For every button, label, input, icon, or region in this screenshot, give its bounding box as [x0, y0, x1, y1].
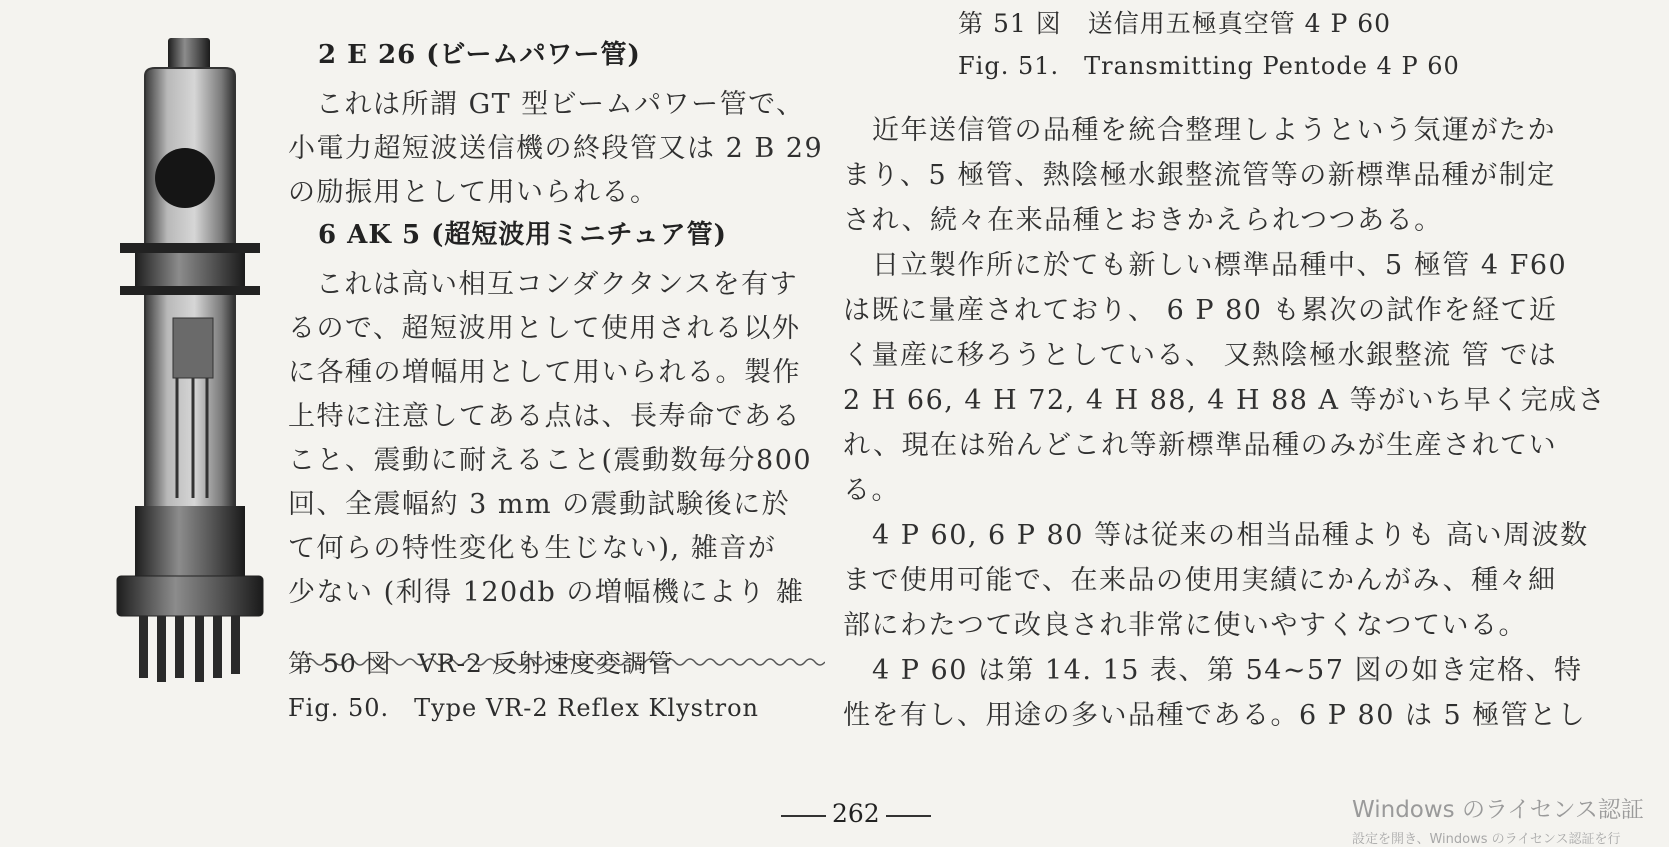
heading-2e26: 2 E 26 (ビームパワー管): [318, 40, 641, 70]
para2-line: こと、震動に耐えること(震動数毎分800: [288, 445, 813, 476]
body-line: 2 H 66, 4 H 72, 4 H 88, 4 H 88 A 等がいち早く完成さ: [843, 385, 1607, 416]
figure-50-caption-en: Fig. 50. Type VR-2 Reflex Klystron: [288, 694, 759, 722]
para2-line: 上特に注意してある点は、長寿命である: [288, 401, 801, 432]
figure-50-caption-jp: 第 50 図 VR-2 反射速度変調管: [288, 649, 674, 678]
body-line: まで使用可能で、在来品の使用実績にかんがみ、種々細: [843, 565, 1557, 596]
windows-activation-watermark: Windows のライセンス認証: [1352, 797, 1644, 823]
para2-line: て何らの特性変化も生じない), 雑音が: [288, 533, 777, 564]
body-line: れ、現在は殆んどこれ等新標準品種のみが生産されてい: [843, 430, 1558, 461]
para2-line: これは高い相互コンダクタンスを有す: [316, 269, 799, 300]
body-line: 性を有し、用途の多い品種である。6 P 80 は 5 極管とし: [843, 700, 1587, 731]
body-line: 4 P 60, 6 P 80 等は従来の相当品種よりも 高い周波数: [872, 520, 1589, 551]
windows-activation-subtext: 設定を開き、Windows のライセンス認証を行: [1352, 832, 1621, 847]
page-number-value: 262: [832, 799, 880, 828]
para1-line: の励振用として用いられる。: [288, 177, 659, 208]
page-number: [775, 799, 937, 828]
dash-left: [781, 815, 826, 817]
para2-line: に各種の増幅用として用いられる。製作: [288, 357, 801, 388]
body-line: る。: [843, 475, 900, 506]
body-line: は既に量産されており、 6 P 80 も累次の試作を経て近: [843, 295, 1558, 326]
body-line: まり、5 極管、熱陰極水銀整流管等の新標準品種が制定: [843, 160, 1556, 191]
figure-51-caption-jp: 第 51 図 送信用五極真空管 4 P 60: [958, 9, 1392, 38]
klystron-tube-photo: [105, 28, 280, 698]
para2-line: 回、全震幅約 3 mm の震動試験後に於: [288, 489, 791, 520]
body-line: 4 P 60 は第 14. 15 表、第 54~57 図の如き定格、特: [872, 655, 1583, 686]
body-line: され、続々在来品種とおきかえられつつある。: [843, 205, 1443, 236]
body-line: 日立製作所に於ても新しい標準品種中、5 極管 4 F60: [872, 250, 1568, 281]
body-line: く量産に移ろうとしている、 又熱陰極水銀整流 管 では: [843, 340, 1558, 371]
body-line: 部にわたつて改良され非常に使いやすくなつている。: [843, 610, 1527, 641]
para2-line: 少ない (利得 120db の増幅機により 雑: [288, 577, 805, 608]
heading-6ak5: 6 AK 5 (超短波用ミニチュア管): [318, 220, 727, 250]
body-line: 近年送信管の品種を統合整理しようという気運がたか: [872, 115, 1556, 146]
dash-right: [886, 815, 931, 817]
figure-51-caption-en: Fig. 51. Transmitting Pentode 4 P 60: [958, 52, 1460, 80]
para1-line: 小電力超短波送信機の終段管又は 2 B 29: [288, 133, 824, 164]
para1-line: これは所謂 GT 型ビームパワー管で、: [316, 89, 805, 120]
para2-line: るので、超短波用として使用される以外: [288, 313, 801, 344]
